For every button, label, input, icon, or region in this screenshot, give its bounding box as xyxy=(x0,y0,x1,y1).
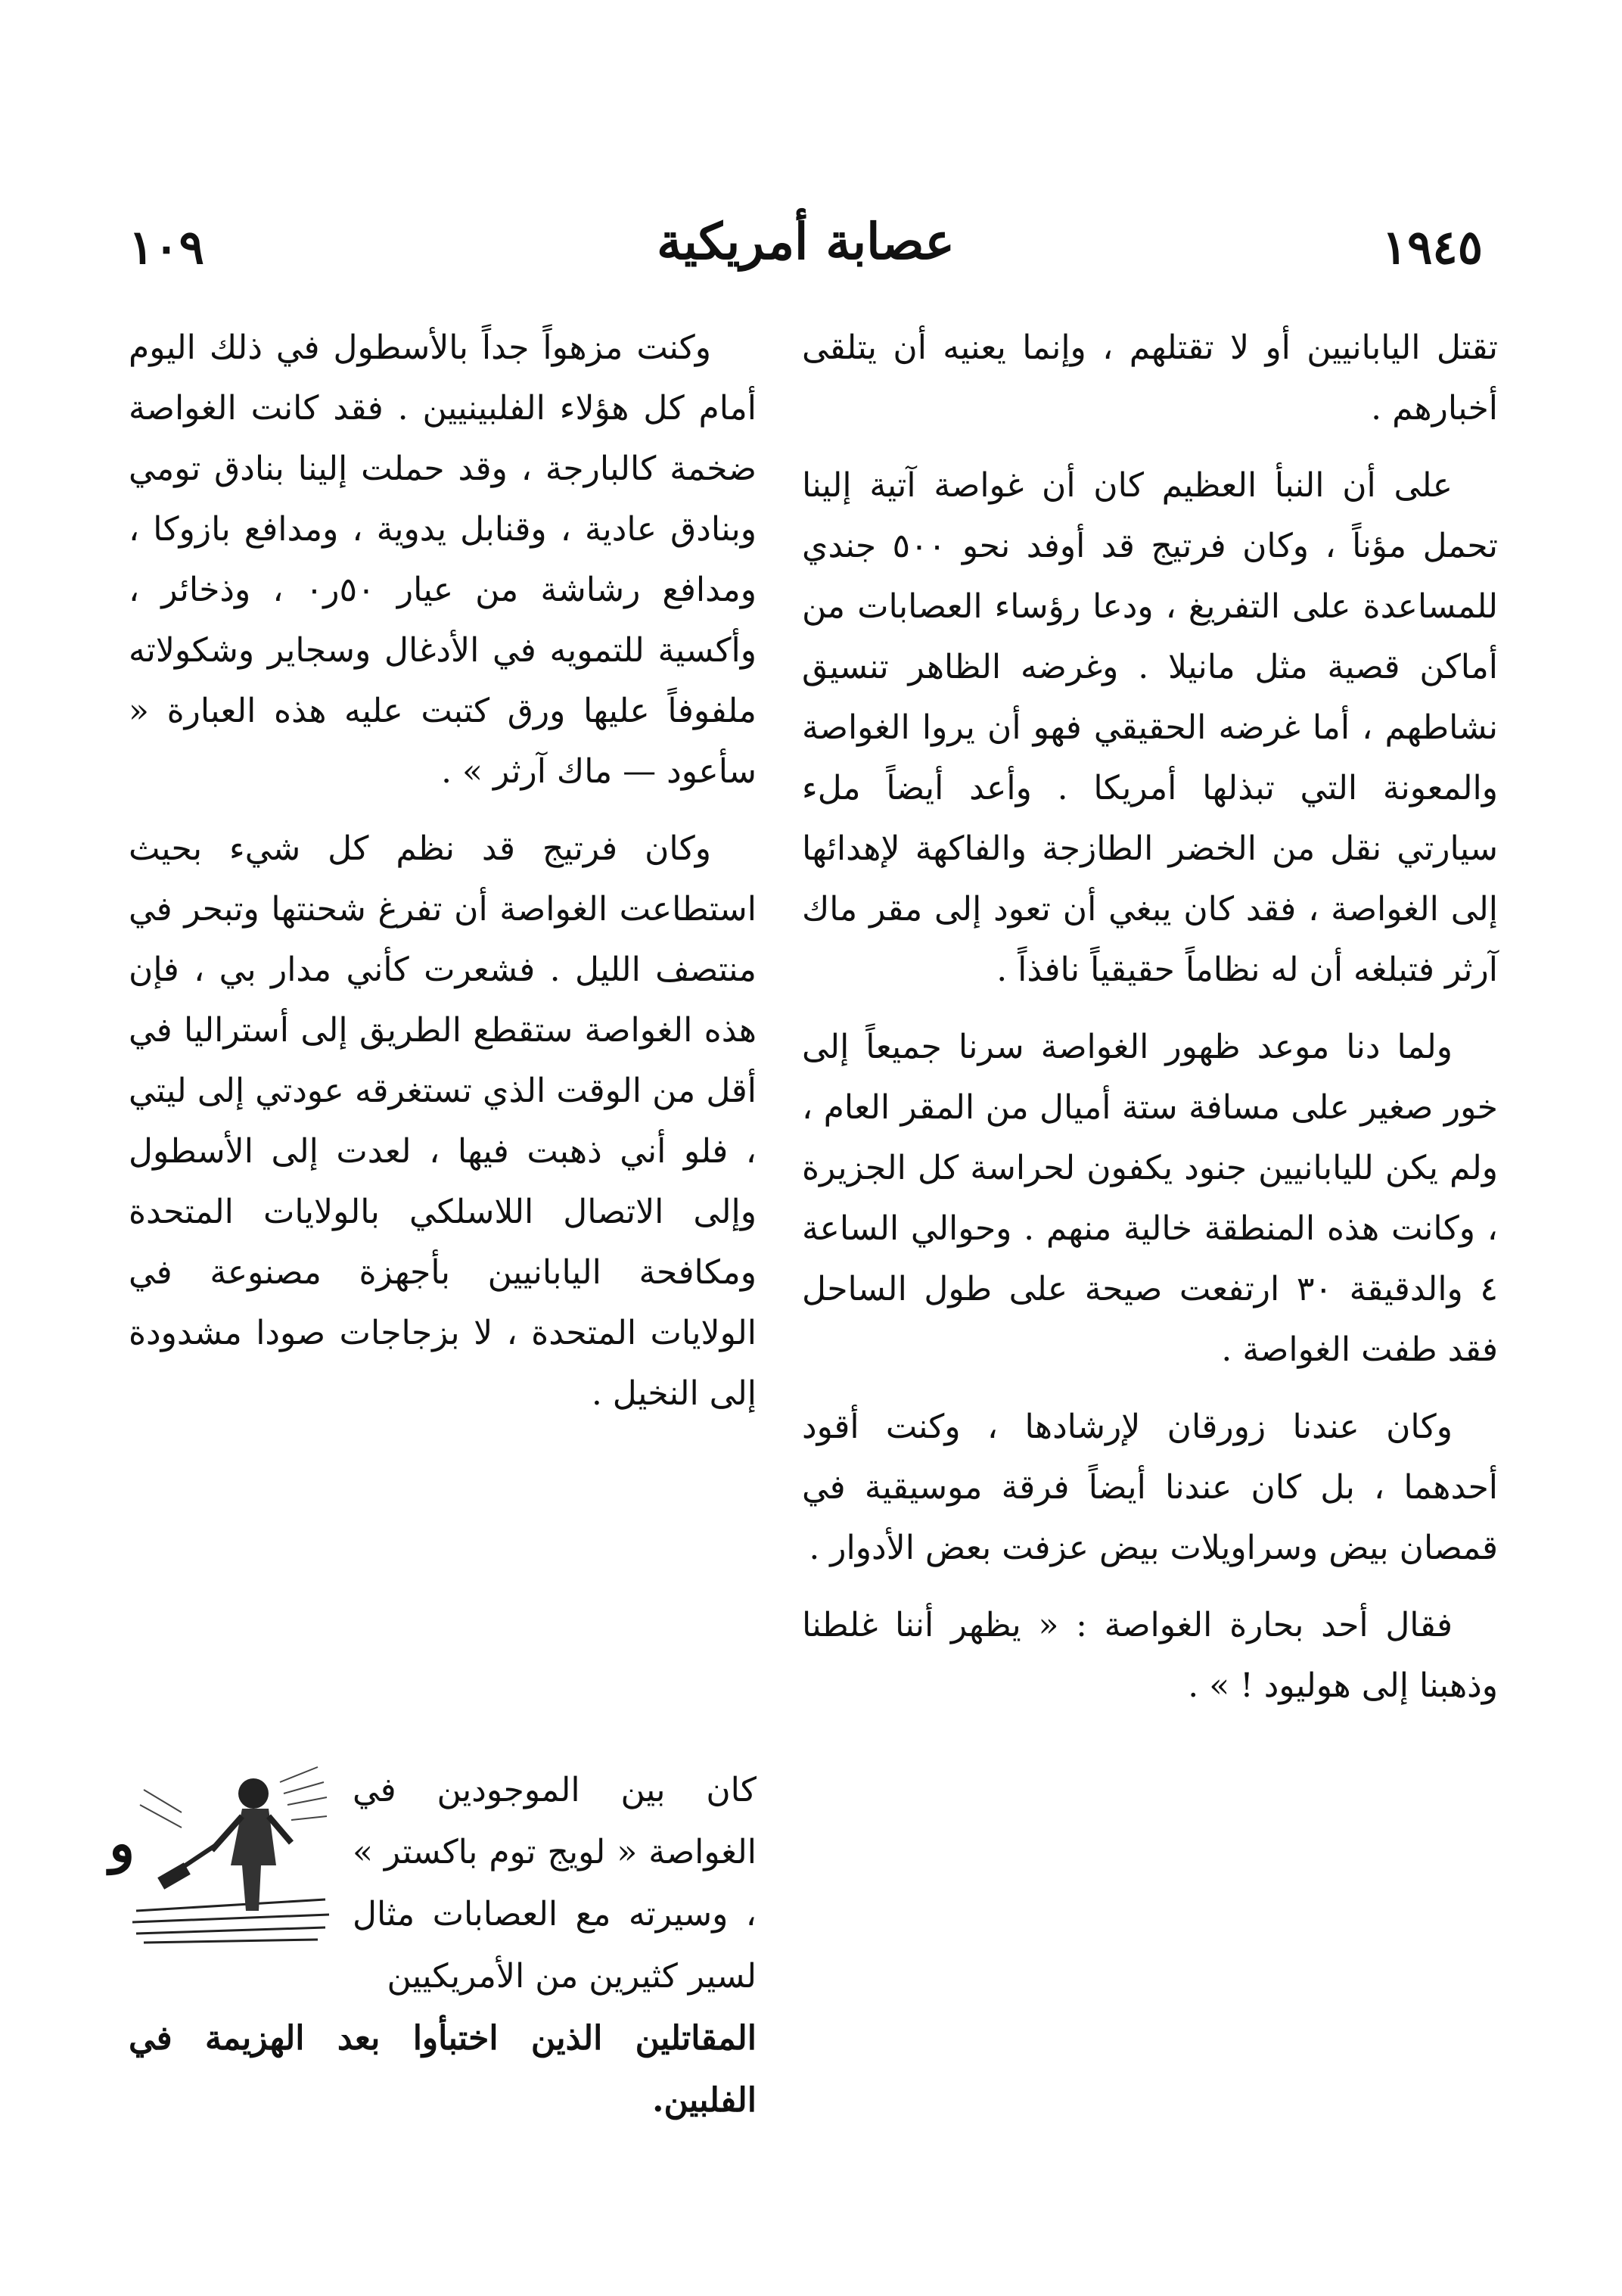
paragraph: فقال أحد بحارة الغواصة : « يظهر أننا غلطنا وذهبنا إلى هوليود ! » . xyxy=(802,1606,1498,1705)
paragraph: وكان فرتيج قد نظم كل شيء بحيث استطاعت الغواصة أن تفرغ شحنتها وتبحر في منتصف الليل . فشعرت كأني مدار بي ، فإن هذه الغواصة ستقطع الطريق إلى أستراليا في أقل من الوقت الذي تستغرقه عودتي إلى ليتي ، فلو أني ذهبت فيها ، لعدت إلى الأسطول وإلى الاتصال اللاسلكي بالولايات المتحدة ومكافحة اليابانيين بأجهزة مصنوعة في الولايات المتحدة ، لا بزجاجات صودا مشدودة إلى النخيل . xyxy=(129,829,757,1413)
page-number: ١٠٩ xyxy=(129,219,204,275)
page-header xyxy=(129,212,1483,295)
left-column xyxy=(129,318,757,1441)
header-year: ١٩٤٥ xyxy=(1381,219,1483,275)
closing-last-line: المقاتلين الذين اختبأوا بعد الهزيمة في الفلبين. xyxy=(129,2019,757,2120)
paragraph: وكان عندنا زورقان لإرشادها ، وكنت أقود أحدهما ، بل كان عندنا أيضاً فرقة موسيقية في قمصان بيض وسراويلات بيض عزفت بعض الأدوار . xyxy=(802,1408,1498,1567)
paragraph: تقتل اليابانيين أو لا تقتلهم ، وإنما يعنيه أن يتلقى أخبارهم . xyxy=(802,328,1498,428)
closing-section xyxy=(109,1759,757,2132)
closing-paragraph: كان بين الموجودين في الغواصة « لويج توم باكستر » ، وسيرته مع العصابات مثال لسير كثيرين من الأمريكيين xyxy=(353,1771,757,1996)
running-title: عصابة أمريكية xyxy=(657,212,955,271)
drop-letter: و xyxy=(109,1812,135,1874)
paragraph: على أن النبأ العظيم كان أن غواصة آتية إلينا تحمل مؤناً ، وكان فرتيج قد أوفد نحو ٥٠٠ جندي للمساعدة على التفريغ ، ودعا رؤساء العصابات من أماكن قصية مثل مانيلا . وغرضه الظاهر تنسيق نشاطهم ، أما غرضه الحقيقي فهو أن يروا الغواصة والمعونة التي تبذلها أمريكا . وأعد أيضاً ملء سيارتي نقل من الخضر الطازجة والفاكهة لإهدائها إلى الغواصة ، فقد كان يبغي أن تعود إلى مقر ماك آرثر فتبلغه أن له نظاماً حقيقياً نافذاً . xyxy=(802,466,1498,989)
paragraph: ولما دنا موعد ظهور الغواصة سرنا جميعاً إلى خور صغير على مسافة ستة أميال من المقر العام ، ولم يكن لليابانيين جنود يكفون لحراسة كل الجزيرة ، وكانت هذه المنطقة خالية منهم . وحوالي الساعة ٤ والدقيقة ٣٠ ارتفعت صيحة على طول الساحل فقد طفت الغواصة . xyxy=(802,1028,1498,1369)
right-column xyxy=(802,318,1498,1733)
woodcut-figure-icon xyxy=(109,1759,333,1949)
paragraph: وكنت مزهواً جداً بالأسطول في ذلك اليوم أمام كل هؤلاء الفلبينيين . فقد كانت الغواصة ضخمة كالبارجة ، وقد حملت إلينا بنادق تومي وبنادق عادية ، وقنابل يدوية ، ومدافع بازوكا ، ومدافع رشاشة من عيار ٥٠ر٠ ، وذخائر ، وأكسية للتمويه في الأدغال وسجاير وشكولاته ملفوفاً عليها ورق كتبت عليه هذه العبارة « سأعود — ماك آرثر » . xyxy=(129,328,757,791)
decorative-initial-illustration xyxy=(109,1759,333,1949)
